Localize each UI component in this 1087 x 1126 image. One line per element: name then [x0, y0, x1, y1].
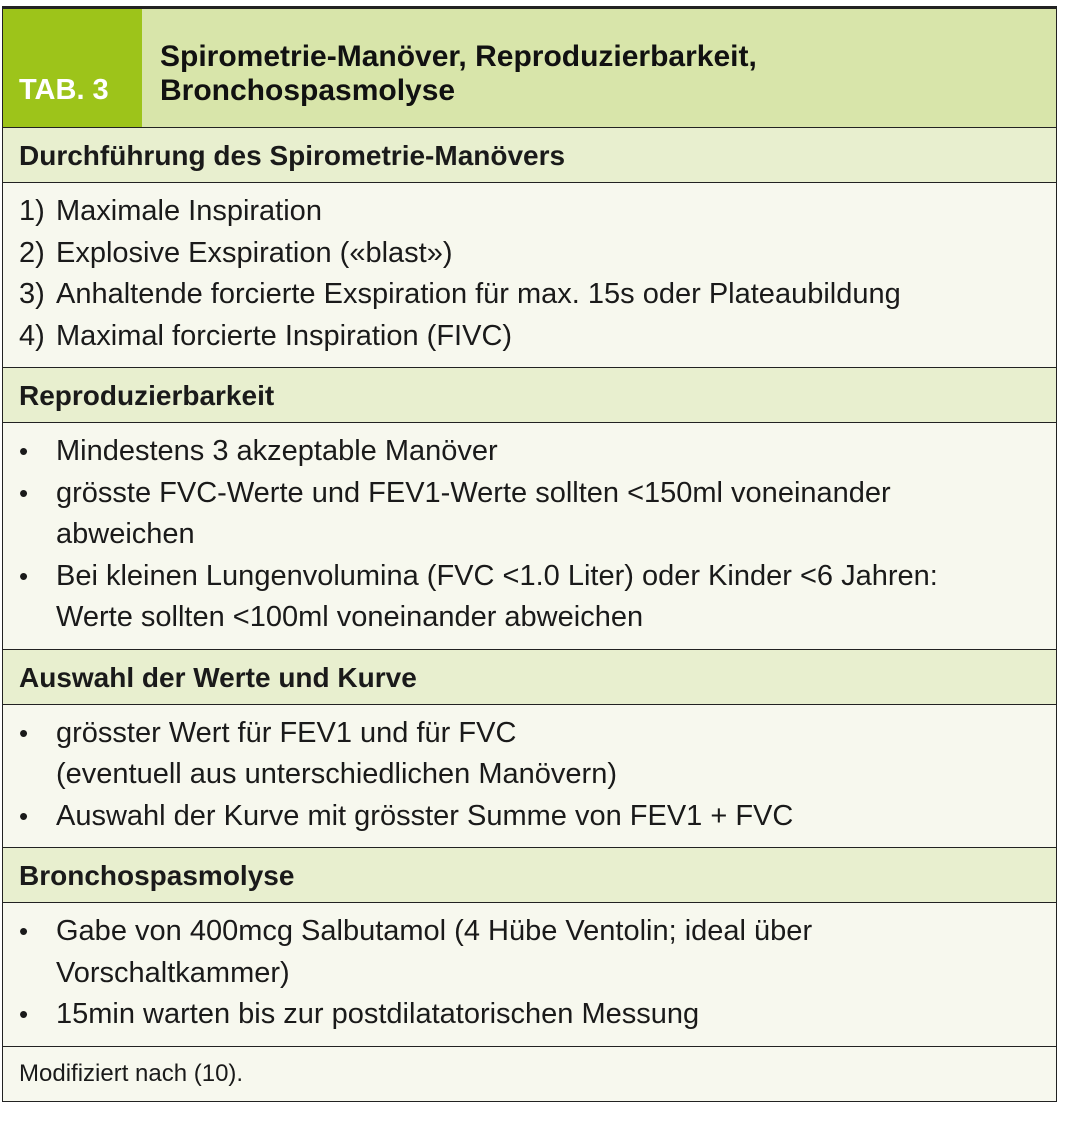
section-heading: Auswahl der Werte und Kurve	[3, 650, 1056, 705]
list-item-text: Maximal forcierte Inspiration (FIVC)	[56, 319, 513, 352]
number-marker: 4)	[19, 319, 45, 352]
list-item-text: Anhaltende forcierte Exspiration für max. 15s oder Plateaubildung	[56, 278, 901, 310]
bullet-marker	[19, 597, 56, 639]
bullet-marker	[19, 514, 56, 556]
list-item-line	[19, 473, 1040, 515]
list-item-line	[19, 274, 1040, 316]
list-item-line	[19, 556, 1040, 598]
section-heading: Durchführung des Spirometrie-Manövers	[3, 128, 1056, 183]
bullet-marker: •	[19, 477, 29, 508]
list-item-text: Mindestens 3 akzeptable Manöver	[56, 435, 498, 467]
list-item-text: Maximale Inspiration	[56, 195, 322, 227]
list-item-line	[19, 953, 1040, 995]
list-item-line	[19, 597, 1040, 639]
list-item-text: grösste FVC-Werte und FEV1-Werte sollten <150ml voneinander	[56, 476, 891, 509]
table-title: Spirometrie-Manöver, Reproduzierbarkeit, Bronchospasmolyse	[160, 40, 757, 107]
list-item-text: Explosive Exspiration («blast»)	[56, 236, 453, 269]
spirometry-table	[2, 6, 1057, 1102]
section-body	[3, 423, 1056, 650]
list-item-text: Bei kleinen Lungenvolumina (FVC <1.0 Liter) oder Kinder <6 Jahren:	[56, 559, 938, 592]
list-item-text: grösster Wert für FEV1 und für FVC	[56, 716, 517, 749]
list-item-line	[19, 754, 1040, 796]
table-header	[3, 9, 1056, 128]
list-item-line	[19, 316, 1040, 358]
section-body	[3, 183, 1056, 368]
bullet-marker: •	[19, 999, 29, 1029]
number-marker: 1)	[19, 195, 45, 227]
list-item-text: Vorschaltkammer)	[56, 956, 290, 989]
bullet-marker: •	[19, 560, 29, 591]
section-heading: Reproduzierbarkeit	[3, 368, 1056, 423]
list-item-line	[19, 431, 1040, 473]
table-number-label: TAB. 3	[3, 9, 142, 127]
list-item-line	[19, 191, 1040, 233]
bullet-marker: •	[19, 916, 29, 946]
bullet-marker: •	[19, 800, 29, 831]
list-item-line	[19, 994, 1040, 1036]
bullet-marker: •	[19, 717, 29, 748]
list-item-text: (eventuell aus unterschiedlichen Manövern)	[56, 758, 617, 790]
bullet-marker	[19, 754, 56, 796]
section-heading: Bronchospasmolyse	[3, 848, 1056, 903]
list-item-line	[19, 514, 1040, 556]
list-item-line	[19, 796, 1040, 838]
section-body	[3, 903, 1056, 1047]
list-item-line	[19, 713, 1040, 755]
table-footnote: Modifiziert nach (10).	[3, 1047, 1056, 1101]
bullet-marker	[19, 953, 56, 995]
list-item-line	[19, 233, 1040, 275]
number-marker: 3)	[19, 278, 45, 310]
list-item-text: abweichen	[56, 518, 195, 550]
section-body	[3, 705, 1056, 849]
list-item-text: 15min warten bis zur postdilatatorischen Messung	[56, 998, 700, 1030]
list-item-line	[19, 911, 1040, 953]
list-item-text: Gabe von 400mcg Salbutamol (4 Hübe Ventolin; ideal über	[56, 915, 813, 947]
list-item-text: Werte sollten <100ml voneinander abweichen	[56, 601, 644, 633]
list-item-text: Auswahl der Kurve mit grösster Summe von FEV1 + FVC	[56, 799, 794, 832]
bullet-marker: •	[19, 436, 29, 466]
table-sections	[3, 128, 1056, 1047]
number-marker: 2)	[19, 236, 45, 269]
